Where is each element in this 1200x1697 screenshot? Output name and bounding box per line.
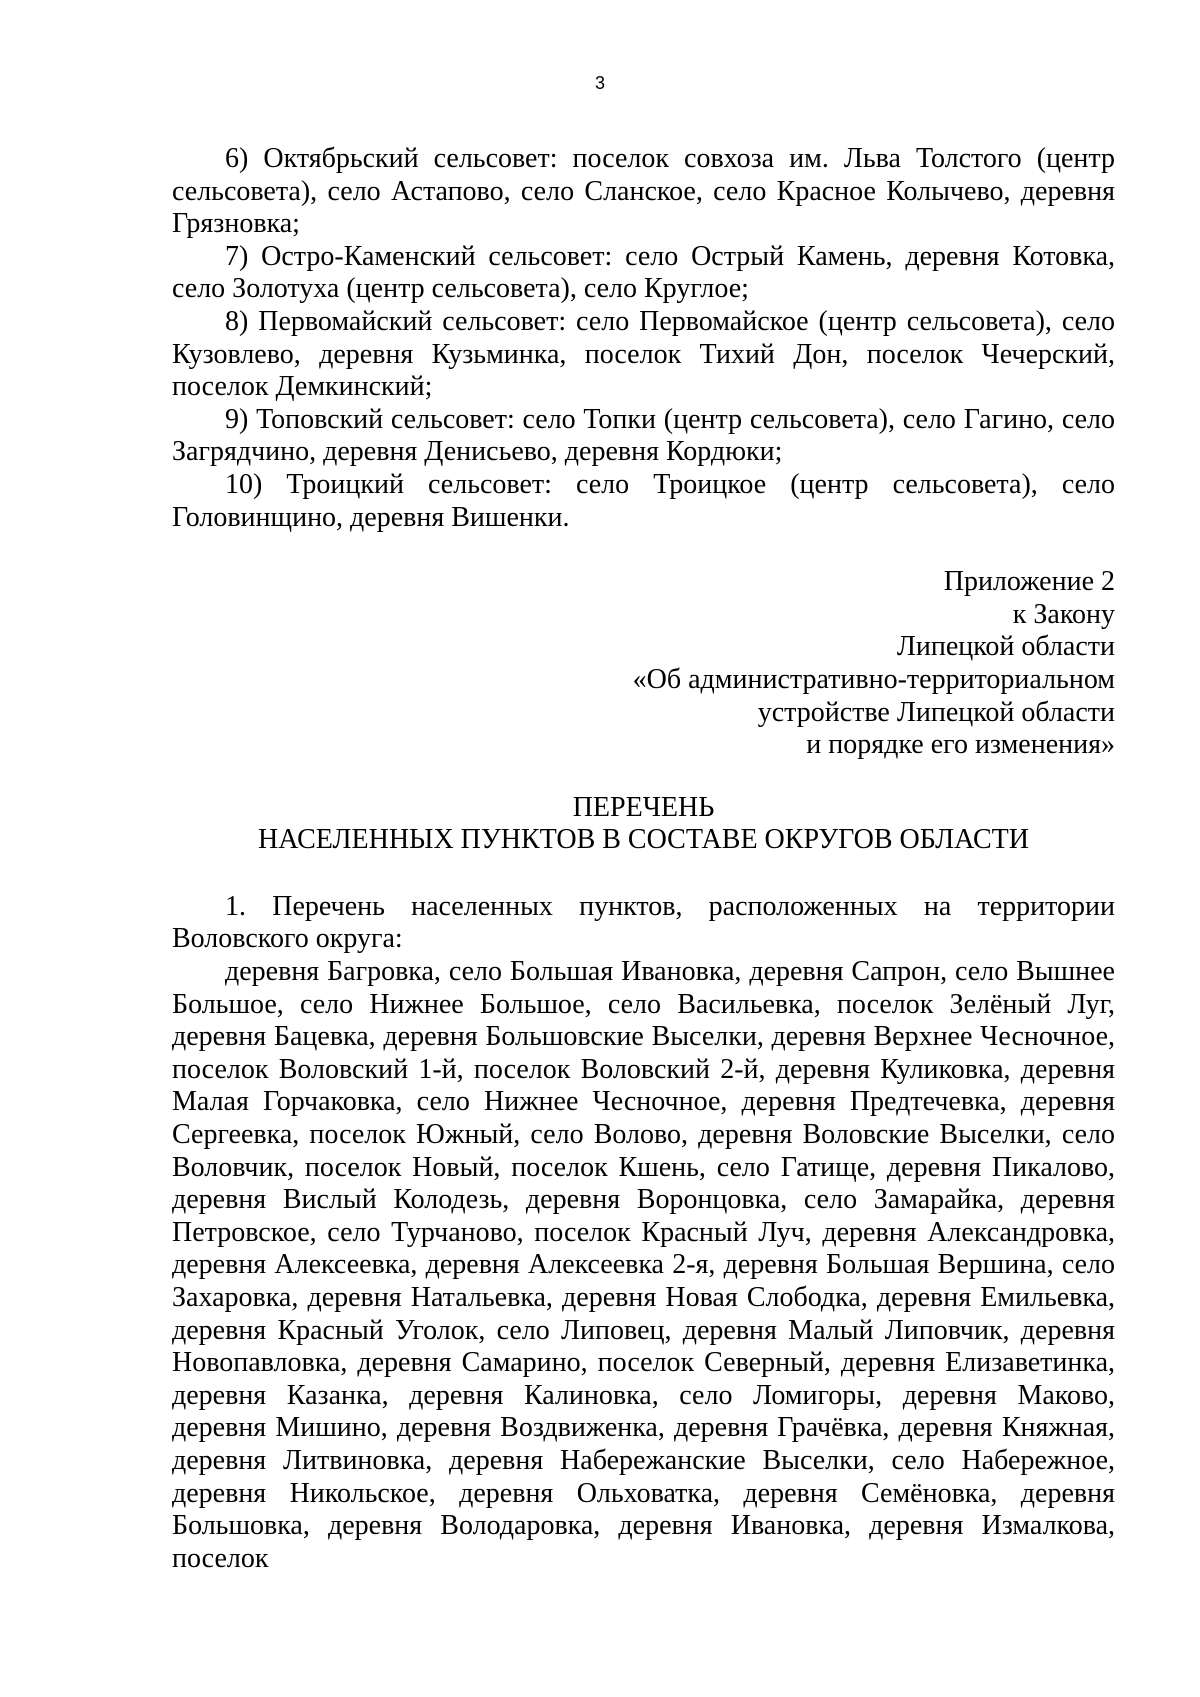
document-body — [172, 143, 1115, 1575]
appendix-line: и порядке его изменения» — [806, 729, 1115, 761]
paragraph-pervomaysky: 8) Первомайский сельсовет: село Первомайское (центр сельсовета), село Кузовлево, деревня Кузьминка, поселок Тихий Дон, поселок Чечерский, поселок Демкинский; — [172, 305, 1115, 403]
title-line: НАСЕЛЕННЫХ ПУНКТОВ В СОСТАВЕ ОКРУГОВ ОБЛАСТИ — [258, 824, 1029, 856]
appendix-line: Приложение 2 — [943, 566, 1115, 598]
paragraph-troitsky: 10) Троицкий сельсовет: село Троицкое (центр сельсовета), село Головинщино, деревня Вишенки. — [172, 468, 1115, 533]
document-title — [172, 792, 1115, 857]
appendix-line: «Об административно-территориальном — [632, 663, 1115, 695]
settlement-list: деревня Багровка, село Большая Ивановка, деревня Сапрон, село Вышнее Большое, село Нижнее Большое, село Васильевка, поселок Зелёный Луг, деревня Бацевка, деревня Большовские Выселки, деревня Верхнее Чесночное, поселок Воловский 1-й, поселок Воловский 2-й, деревня Куликовка, деревня Малая Горчаковка, село Нижнее Чесночное, деревня Предтечевка, деревня Сергеевка, поселок Южный, село Волово, деревня Воловские Выселки, село Воловчик, поселок Новый, поселок Кшень, село Гатище, деревня Пикалово, деревня Вислый Колодезь, деревня Воронцовка, село Замарайка, деревня Петровское, село Турчаново, поселок Красный Луч, деревня Александровка, деревня Алексеевка, деревня Алексеевка 2-я, деревня Большая Вершина, село Захаровка, деревня Натальевка, деревня Новая Слободка, деревня Емильевка, деревня Красный Уголок, село Липовец, деревня Малый Липовчик, деревня Новопавловка, деревня Самарино, поселок Северный, деревня Елизаветинка, деревня Казанка, деревня Калиновка, село Ломигоры, деревня Маково, деревня Мишино, деревня Воздвиженка, деревня Грачёвка, деревня Княжная, деревня Литвиновка, деревня Набережанские Выселки, село Набережное, деревня Никольское, деревня Ольховатка, деревня Семёновка, деревня Большовка, деревня Володаровка, деревня Ивановка, деревня Измалкова, поселок — [172, 956, 1115, 1574]
spacer — [172, 857, 1115, 891]
appendix-header — [172, 566, 1115, 762]
appendix-line: устройстве Липецкой области — [757, 696, 1115, 728]
paragraph-topovsky: 9) Топовский сельсовет: село Топки (центр сельсовета), село Гагино, село Загрядчино, деревня Денисьево, деревня Кордюки; — [172, 403, 1115, 468]
title-line: ПЕРЕЧЕНЬ — [572, 791, 715, 823]
paragraph-oktyabrsky: 6) Октябрьский сельсовет: поселок совхоза им. Льва Толстого (центр сельсовета), село Астапово, село Сланское, село Красное Колычево, деревня Грязновка; — [172, 143, 1115, 240]
page-number: 3 — [594, 73, 605, 93]
appendix-line: Липецкой области — [896, 631, 1115, 663]
section-heading: 1. Перечень населенных пунктов, расположенных на территории Воловского округа: — [172, 890, 1115, 955]
appendix-line: к Закону — [1012, 598, 1115, 630]
paragraph-ostro-kamensky: 7) Остро-Каменский сельсовет: село Острый Камень, деревня Котовка, село Золотуха (центр сельсовета), село Круглое; — [172, 240, 1115, 305]
